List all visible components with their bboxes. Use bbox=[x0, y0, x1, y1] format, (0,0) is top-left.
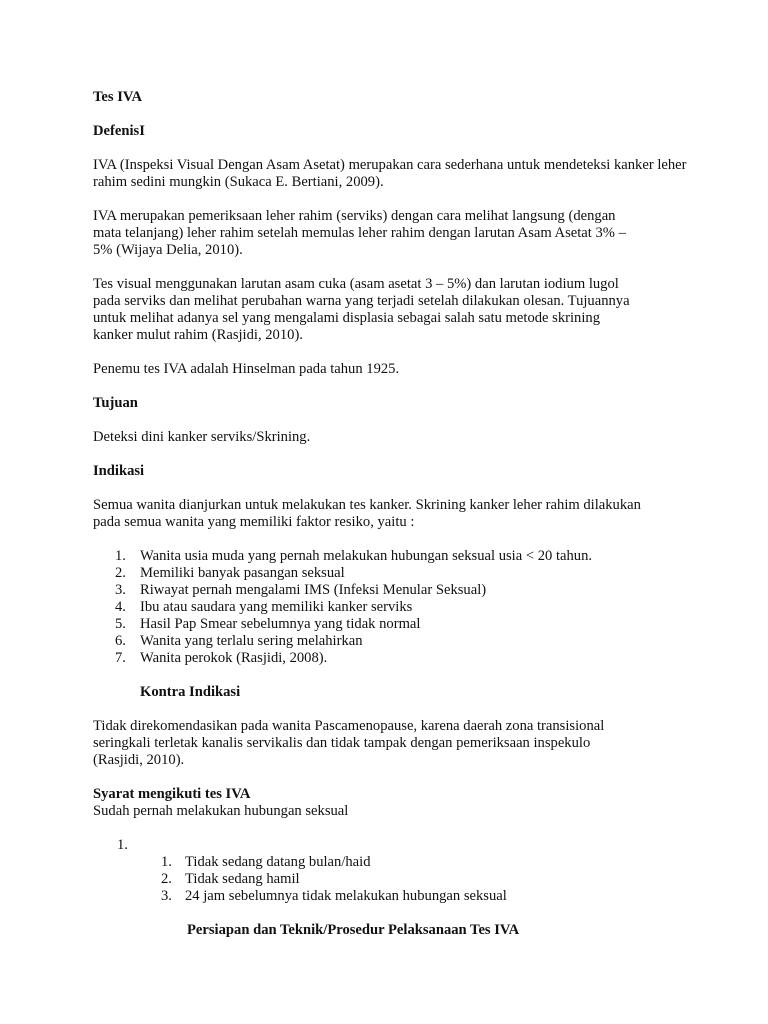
paragraph-line: Tidak direkomendasikan pada wanita Pascamenopause, karena daerah zona transisional bbox=[93, 718, 605, 734]
list-item: 1. Tidak sedang datang bulan/haid bbox=[161, 854, 371, 870]
definisi-paragraph-1: IVA (Inspeksi Visual Dengan Asam Asetat) merupakan cara sederhana untuk mendeteksi kanker leher rahim sedini mungkin (Sukaca E. Bertiani, 2009). bbox=[93, 157, 687, 190]
list-item: 2. Tidak sedang hamil bbox=[161, 871, 300, 887]
paragraph-line: 5% (Wijaya Delia, 2010). bbox=[93, 242, 243, 258]
kontra-heading: Kontra Indikasi bbox=[140, 684, 241, 700]
tujuan-text: Deteksi dini kanker serviks/Skrining. bbox=[93, 429, 311, 445]
kontra-paragraph bbox=[93, 718, 693, 769]
tujuan-heading: Tujuan bbox=[93, 395, 138, 411]
paragraph-line: IVA merupakan pemeriksaan leher rahim (serviks) dengan cara melihat langsung (dengan bbox=[93, 208, 616, 224]
definisi-heading: DefenisI bbox=[93, 123, 145, 139]
paragraph-line: pada serviks dan melihat perubahan warna yang terjadi setelah dilakukan olesan. Tujuannya bbox=[93, 293, 630, 309]
paragraph-line: Tes visual menggunakan larutan asam cuka (asam asetat 3 – 5%) dan larutan iodium lugol bbox=[93, 276, 619, 292]
indikasi-paragraph bbox=[93, 497, 693, 531]
list-item: 6. Wanita yang terlalu sering melahirkan bbox=[115, 633, 363, 649]
definisi-paragraph-3 bbox=[93, 276, 693, 344]
list-item: 4. Ibu atau saudara yang memiliki kanker serviks bbox=[115, 599, 413, 615]
outer-list-number: 1. bbox=[117, 837, 128, 853]
syarat-list bbox=[93, 854, 693, 905]
paragraph-line: Semua wanita dianjurkan untuk melakukan tes kanker. Skrining kanker leher rahim dilakukan bbox=[93, 497, 641, 513]
paragraph-line: untuk melihat adanya sel yang mengalami displasia sebagai salah satu metode skrining bbox=[93, 310, 600, 326]
indikasi-heading: Indikasi bbox=[93, 463, 145, 479]
persiapan-heading: Persiapan dan Teknik/Prosedur Pelaksanaan Tes IVA bbox=[187, 922, 520, 938]
list-item: 7. Wanita perokok (Rasjidi, 2008). bbox=[115, 650, 328, 666]
syarat-text: Sudah pernah melakukan hubungan seksual bbox=[93, 803, 349, 819]
paragraph-line: (Rasjidi, 2010). bbox=[93, 752, 185, 768]
syarat-heading: Syarat mengikuti tes IVA bbox=[93, 786, 251, 802]
paragraph-line: mata telanjang) leher rahim setelah memulas leher rahim dengan larutan Asam Asetat 3% – bbox=[93, 225, 626, 241]
indikasi-list bbox=[93, 548, 693, 667]
list-item: 5. Hasil Pap Smear sebelumnya yang tidak normal bbox=[115, 616, 421, 632]
definisi-paragraph-4: Penemu tes IVA adalah Hinselman pada tahun 1925. bbox=[93, 361, 400, 377]
document-page bbox=[93, 89, 693, 939]
list-item: 1. Wanita usia muda yang pernah melakukan hubungan seksual usia < 20 tahun. bbox=[115, 548, 593, 564]
list-item: 3. Riwayat pernah mengalami IMS (Infeksi Menular Seksual) bbox=[115, 582, 487, 598]
list-item: 3. 24 jam sebelumnya tidak melakukan hubungan seksual bbox=[161, 888, 507, 904]
paragraph-line: kanker mulut rahim (Rasjidi, 2010). bbox=[93, 327, 303, 343]
paragraph-line: seringkali terletak kanalis servikalis dan tidak tampak dengan pemeriksaan inspekulo bbox=[93, 735, 591, 751]
paragraph-line: pada semua wanita yang memiliki faktor resiko, yaitu : bbox=[93, 514, 415, 530]
definisi-paragraph-2 bbox=[93, 208, 693, 259]
list-item: 2. Memiliki banyak pasangan seksual bbox=[115, 565, 345, 581]
doc-title: Tes IVA bbox=[93, 89, 143, 105]
